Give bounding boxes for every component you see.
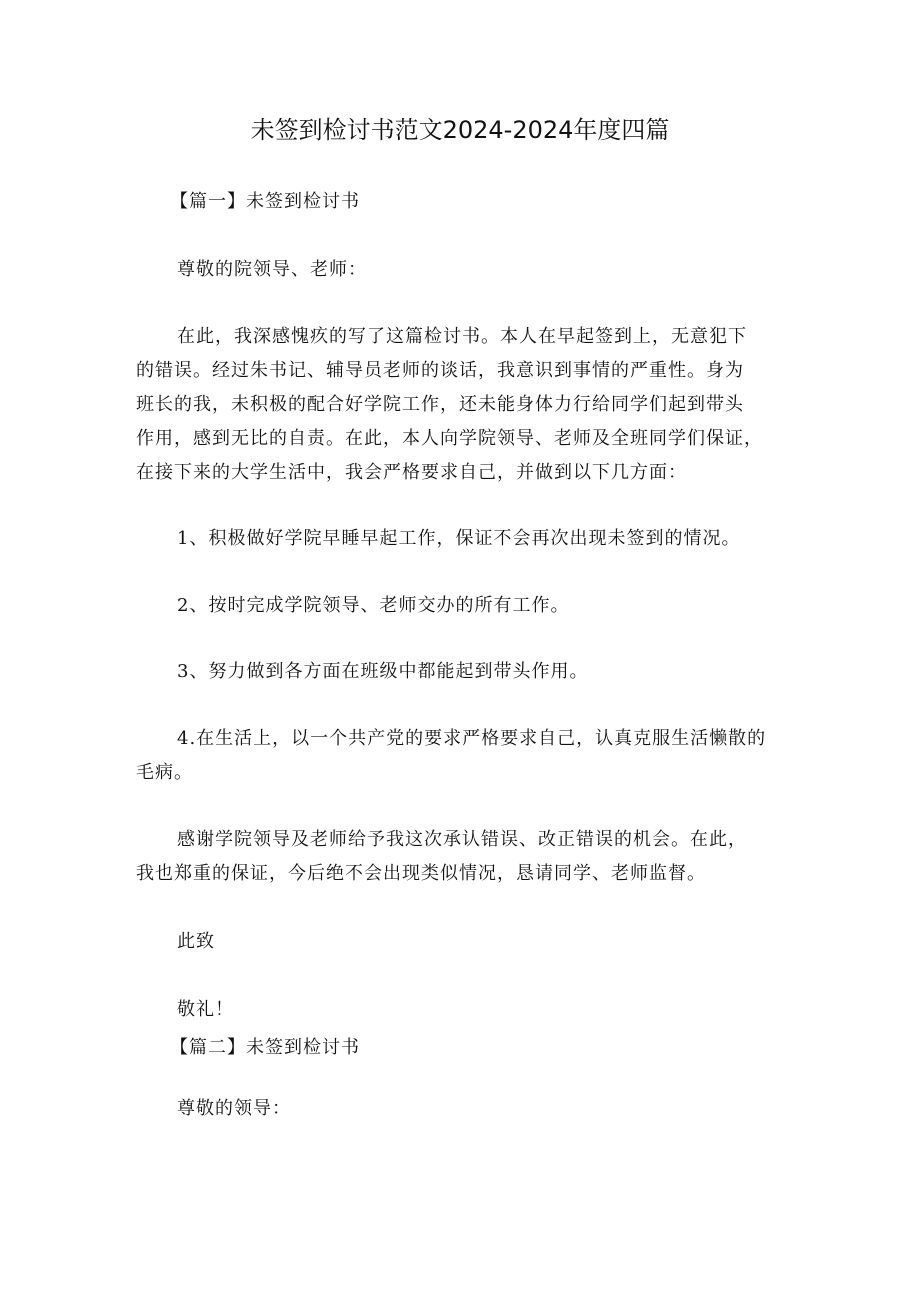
paragraph-line: 在此，我深感愧疚的写了这篇检讨书。本人在早起签到上，无意犯下 [177,326,747,347]
paragraph-line: 在接下来的大学生活中，我会严格要求自己，并做到以下几方面： [136,462,687,483]
section-heading-1: 【篇一】未签到检讨书 [170,191,360,212]
paragraph-line: 作用，感到无比的自责。在此，本人向学院领导、老师及全班同学们保证， [136,428,763,449]
paragraph-line: 班长的我，未积极的配合好学院工作，还未能身体力行给同学们起到带头 [136,394,744,415]
list-item: 1、积极做好学院早睡早起工作，保证不会再次出现未签到的情况。 [177,528,741,549]
closing-line: 敬礼！ [177,999,234,1020]
list-item: 2、按时完成学院领导、老师交办的所有工作。 [177,595,570,616]
paragraph-line: 的错误。经过朱书记、辅导员老师的谈话，我意识到事情的严重性。身为 [136,360,744,381]
paragraph-line: 感谢学院领导及老师给予我这次承认错误、改正错误的机会。在此， [177,829,747,850]
list-item-continued: 毛病。 [136,762,193,783]
salutation-2: 尊敬的领导： [177,1098,291,1119]
list-item: 4.在生活上，以一个共产党的要求严格要求自己，认真克服生活懒散的 [177,728,767,749]
list-item: 3、努力做到各方面在班级中都能起到带头作用。 [177,661,589,682]
closing-line: 此致 [177,931,215,952]
paragraph-line: 我也郑重的保证，今后绝不会出现类似情况，恳请同学、老师监督。 [136,863,706,884]
document-title: 未签到检讨书范文2024-2024年度四篇 [250,116,670,144]
salutation-1: 尊敬的院领导、老师： [177,259,367,280]
section-heading-2: 【篇二】未签到检讨书 [170,1037,360,1058]
